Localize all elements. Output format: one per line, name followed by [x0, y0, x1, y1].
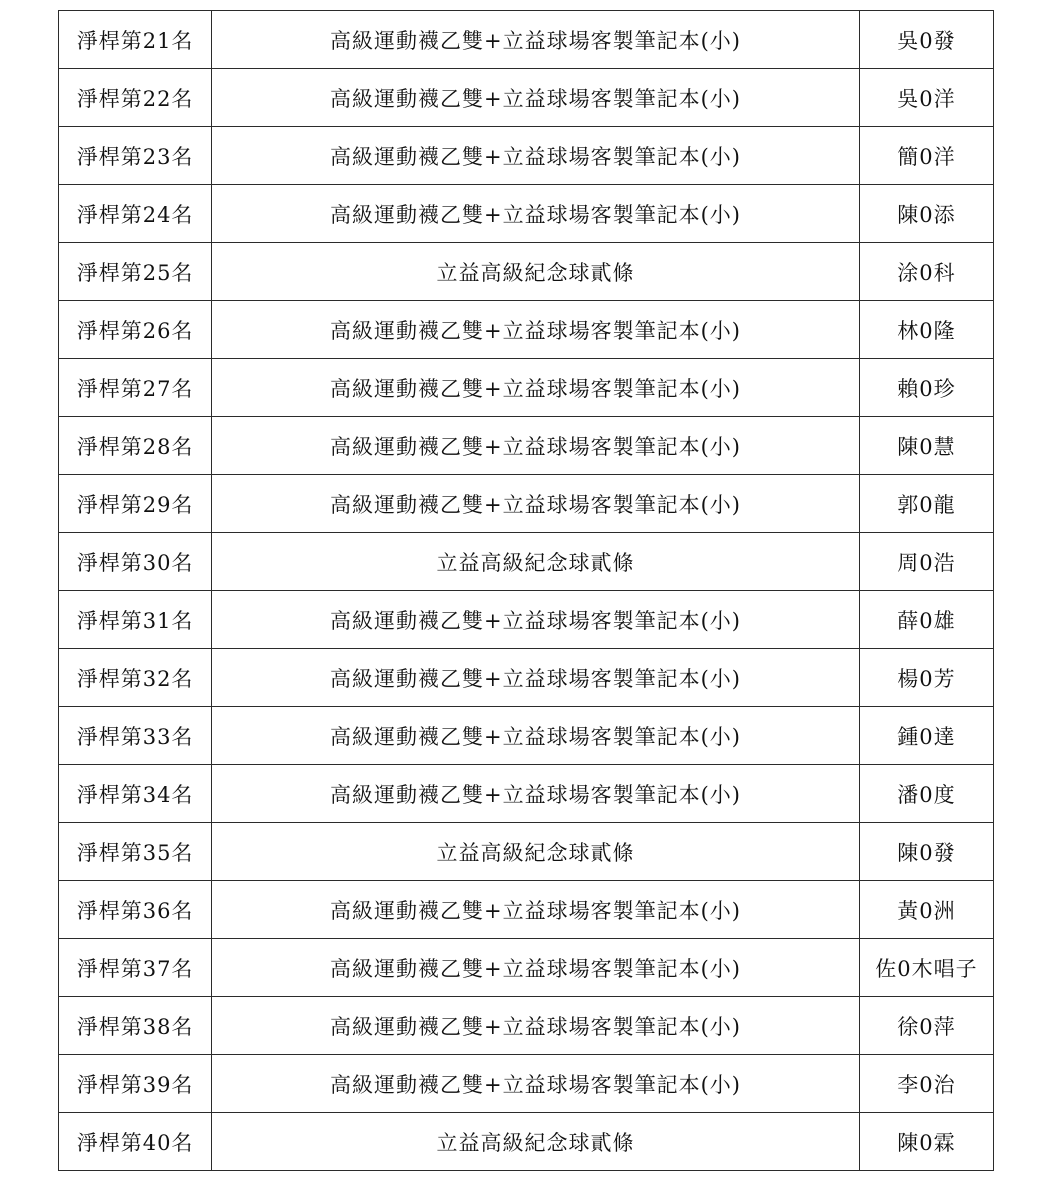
rank-cell: 淨桿第37名 — [59, 939, 212, 997]
winner-cell: 賴0珍 — [859, 359, 993, 417]
prize-cell: 高級運動襪乙雙+立益球場客製筆記本(小) — [212, 649, 860, 707]
table-row — [59, 1113, 994, 1171]
prize-cell: 立益高級紀念球貳條 — [212, 823, 860, 881]
table-row — [59, 11, 994, 69]
prize-cell: 高級運動襪乙雙+立益球場客製筆記本(小) — [212, 997, 860, 1055]
winner-cell: 楊0芳 — [859, 649, 993, 707]
prize-cell: 高級運動襪乙雙+立益球場客製筆記本(小) — [212, 359, 860, 417]
prize-cell: 高級運動襪乙雙+立益球場客製筆記本(小) — [212, 939, 860, 997]
winner-cell: 陳0添 — [859, 185, 993, 243]
prize-cell: 高級運動襪乙雙+立益球場客製筆記本(小) — [212, 881, 860, 939]
prize-cell: 高級運動襪乙雙+立益球場客製筆記本(小) — [212, 301, 860, 359]
rank-cell: 淨桿第34名 — [59, 765, 212, 823]
rank-cell: 淨桿第21名 — [59, 11, 212, 69]
table-row — [59, 533, 994, 591]
prize-cell: 高級運動襪乙雙+立益球場客製筆記本(小) — [212, 185, 860, 243]
winner-cell: 徐0萍 — [859, 997, 993, 1055]
rank-cell: 淨桿第30名 — [59, 533, 212, 591]
winner-cell: 李0治 — [859, 1055, 993, 1113]
prize-table — [58, 10, 994, 1171]
rank-cell: 淨桿第26名 — [59, 301, 212, 359]
winner-cell: 黃0洲 — [859, 881, 993, 939]
rank-cell: 淨桿第35名 — [59, 823, 212, 881]
rank-cell: 淨桿第29名 — [59, 475, 212, 533]
prize-cell: 立益高級紀念球貳條 — [212, 1113, 860, 1171]
prize-cell: 高級運動襪乙雙+立益球場客製筆記本(小) — [212, 1055, 860, 1113]
winner-cell: 陳0發 — [859, 823, 993, 881]
rank-cell: 淨桿第39名 — [59, 1055, 212, 1113]
table-row — [59, 649, 994, 707]
winner-cell: 鍾0達 — [859, 707, 993, 765]
table-row — [59, 417, 994, 475]
prize-cell: 高級運動襪乙雙+立益球場客製筆記本(小) — [212, 591, 860, 649]
prize-cell: 高級運動襪乙雙+立益球場客製筆記本(小) — [212, 11, 860, 69]
winner-cell: 簡0洋 — [859, 127, 993, 185]
winner-cell: 涂0科 — [859, 243, 993, 301]
winner-cell: 吳0洋 — [859, 69, 993, 127]
winner-cell: 吳0發 — [859, 11, 993, 69]
winner-cell: 佐0木唱子 — [859, 939, 993, 997]
table-row — [59, 765, 994, 823]
winner-cell: 周0浩 — [859, 533, 993, 591]
winner-cell: 林0隆 — [859, 301, 993, 359]
rank-cell: 淨桿第31名 — [59, 591, 212, 649]
rank-cell: 淨桿第25名 — [59, 243, 212, 301]
table-row — [59, 359, 994, 417]
winner-cell: 陳0慧 — [859, 417, 993, 475]
rank-cell: 淨桿第23名 — [59, 127, 212, 185]
table-row — [59, 301, 994, 359]
rank-cell: 淨桿第38名 — [59, 997, 212, 1055]
table-row — [59, 1055, 994, 1113]
prize-cell: 高級運動襪乙雙+立益球場客製筆記本(小) — [212, 127, 860, 185]
prize-cell: 高級運動襪乙雙+立益球場客製筆記本(小) — [212, 69, 860, 127]
prize-cell: 高級運動襪乙雙+立益球場客製筆記本(小) — [212, 765, 860, 823]
winner-cell: 潘0度 — [859, 765, 993, 823]
prize-cell: 高級運動襪乙雙+立益球場客製筆記本(小) — [212, 707, 860, 765]
table-row — [59, 243, 994, 301]
rank-cell: 淨桿第28名 — [59, 417, 212, 475]
rank-cell: 淨桿第36名 — [59, 881, 212, 939]
rank-cell: 淨桿第22名 — [59, 69, 212, 127]
rank-cell: 淨桿第40名 — [59, 1113, 212, 1171]
table-row — [59, 591, 994, 649]
table-row — [59, 69, 994, 127]
prize-cell: 高級運動襪乙雙+立益球場客製筆記本(小) — [212, 417, 860, 475]
rank-cell: 淨桿第33名 — [59, 707, 212, 765]
prize-cell: 立益高級紀念球貳條 — [212, 533, 860, 591]
winner-cell: 郭0龍 — [859, 475, 993, 533]
table-row — [59, 127, 994, 185]
table-row — [59, 997, 994, 1055]
winner-cell: 陳0霖 — [859, 1113, 993, 1171]
rank-cell: 淨桿第32名 — [59, 649, 212, 707]
table-row — [59, 707, 994, 765]
rank-cell: 淨桿第24名 — [59, 185, 212, 243]
winner-cell: 薛0雄 — [859, 591, 993, 649]
prize-cell: 立益高級紀念球貳條 — [212, 243, 860, 301]
rank-cell: 淨桿第27名 — [59, 359, 212, 417]
table-row — [59, 881, 994, 939]
table-row — [59, 823, 994, 881]
table-row — [59, 475, 994, 533]
prize-cell: 高級運動襪乙雙+立益球場客製筆記本(小) — [212, 475, 860, 533]
table-row — [59, 939, 994, 997]
table-row — [59, 185, 994, 243]
